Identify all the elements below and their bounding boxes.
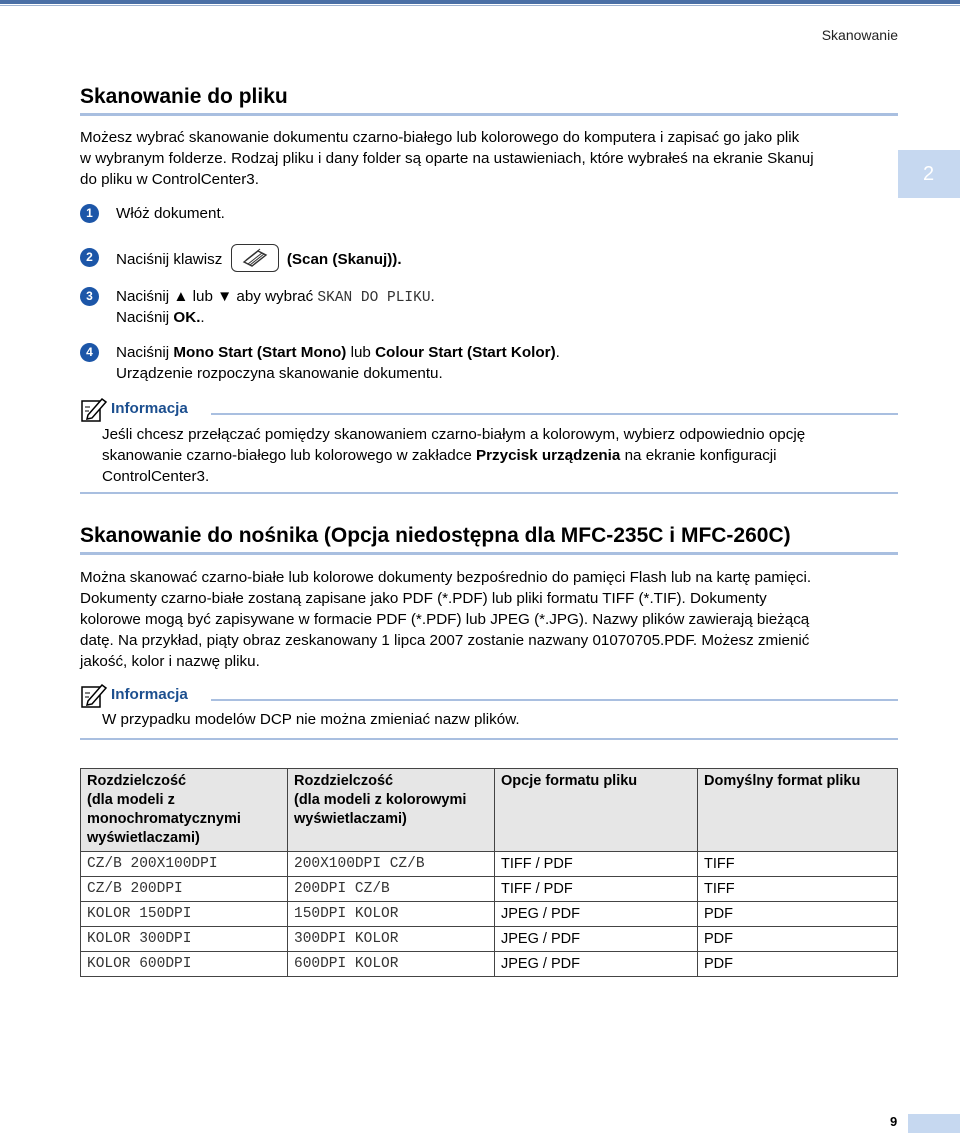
step-2-after: (Scan (Skanuj)).: [286, 251, 402, 269]
table-cell: 200X100DPI CZ/B: [288, 852, 495, 877]
media-line: jakość, kolor i nazwę pliku.: [80, 653, 260, 670]
note-bottom-rule: [80, 738, 898, 740]
table-cell: TIFF: [698, 852, 898, 877]
note-bottom-rule: [80, 492, 898, 494]
table-row: [81, 852, 898, 877]
note-line: Jeśli chcesz przełączać pomiędzy skanowaniem czarno-białym a kolorowym, wybierz odpowiednio opcję: [102, 426, 806, 443]
table-cell: TIFF / PDF: [495, 852, 698, 877]
table-cell: JPEG / PDF: [495, 952, 698, 977]
note-text: W przypadku modelów DCP nie można zmieniać nazw plików.: [102, 711, 520, 728]
table-cell: KOLOR 150DPI: [81, 902, 288, 927]
table-cell: KOLOR 300DPI: [81, 927, 288, 952]
intro-line: Możesz wybrać skanowanie dokumentu czarno-białego lub kolorowego do komputera i zapisać go jako plik: [80, 129, 800, 146]
table-cell: 300DPI KOLOR: [288, 927, 495, 952]
table-cell: 150DPI KOLOR: [288, 902, 495, 927]
step-2-text: [116, 246, 402, 274]
table-cell: 600DPI KOLOR: [288, 952, 495, 977]
table-cell: JPEG / PDF: [495, 927, 698, 952]
step-3-line2: Naciśnij OK..: [116, 309, 205, 326]
note-title: Informacja: [111, 400, 188, 417]
table-cell: CZ/B 200DPI: [81, 877, 288, 902]
chapter-tab: [898, 150, 960, 198]
media-line: Można skanować czarno-białe lub kolorowe dokumenty bezpośrednio do pamięci Flash lub na kartę pamięci.: [80, 569, 812, 586]
resolution-table: [80, 768, 898, 977]
intro-paragraph: [80, 127, 898, 190]
table-cell: JPEG / PDF: [495, 902, 698, 927]
mono-start-key-label: Mono Start (Start Mono): [173, 344, 347, 361]
page-number: 9: [890, 1114, 898, 1129]
step-3-instruction: Naciśnij ▲ lub ▼ aby wybrać: [116, 288, 318, 305]
note-pencil-icon: [80, 397, 108, 423]
scan-key-icon: [231, 244, 279, 272]
ok-key-label: OK.: [173, 309, 201, 326]
table-row: [81, 952, 898, 977]
media-line: Dokumenty czarno-białe zostaną zapisane jako PDF (*.PDF) lub pliki formatu TIFF (*.TIF). Dokumenty: [80, 590, 767, 607]
page-tab: [908, 1114, 960, 1133]
step-3-period: .: [430, 288, 435, 305]
table-row: [81, 877, 898, 902]
table-header-cell: Rozdzielczość (dla modeli z monochromatycznymi wyświetlaczami): [81, 769, 288, 852]
table-cell: PDF: [698, 927, 898, 952]
colour-start-key-label: Colour Start (Start Kolor): [375, 344, 556, 361]
note-header-rule: [211, 413, 898, 415]
table-cell: PDF: [698, 952, 898, 977]
table-cell: CZ/B 200X100DPI: [81, 852, 288, 877]
step-2-before: Naciśnij klawisz: [116, 251, 223, 269]
step-1-text: Włóż dokument.: [116, 205, 225, 222]
table-header-cell: Rozdzielczość (dla modeli z kolorowymi wyświetlaczami): [288, 769, 495, 852]
table-header-cell: Domyślny format pliku: [698, 769, 898, 852]
step-badge: 1: [80, 204, 99, 223]
top-bar: [0, 0, 960, 4]
table-cell: PDF: [698, 902, 898, 927]
running-header: Skanowanie: [821, 27, 898, 43]
section-title-scan-to-media: Skanowanie do nośnika (Opcja niedostępna dla MFC-235C i MFC-260C): [80, 524, 791, 547]
table-row: [81, 902, 898, 927]
media-line: kolorowe mogą być zapisywane w formacie PDF (*.PDF) lub JPEG (*.JPG). Nazwy plików zawierają bieżącą: [80, 611, 810, 628]
note-line: ControlCenter3.: [102, 468, 210, 485]
table-cell: 200DPI CZ/B: [288, 877, 495, 902]
note-header-rule: [211, 699, 898, 701]
note-line: skanowanie czarno-białego lub kolorowego w zakładce Przycisk urządzenia na ekranie konfiguracji: [102, 447, 777, 464]
lcd-option: SKAN DO PLIKU: [317, 290, 431, 306]
media-line: datę. Na przykład, piąty obraz zeskanowany 1 lipca 2007 zostanie nazwany 01070705.PDF. Możesz zmienić: [80, 632, 810, 649]
table-header-row: [81, 769, 898, 852]
table-cell: TIFF: [698, 877, 898, 902]
intro-line: w wybranym folderze. Rodzaj pliku i dany folder są oparte na ustawieniach, które wybrałeś na ekranie Skanuj: [80, 150, 814, 167]
step-3-line1: [116, 286, 435, 309]
section-title-rule: [80, 552, 898, 555]
note-emphasis: Przycisk urządzenia: [476, 447, 621, 464]
step-badge: 3: [80, 287, 99, 306]
table-cell: TIFF / PDF: [495, 877, 698, 902]
note-pencil-icon: [80, 683, 108, 709]
section-title-scan-to-file: Skanowanie do pliku: [80, 85, 288, 108]
table-cell: KOLOR 600DPI: [81, 952, 288, 977]
note-text: [102, 424, 898, 487]
top-bar-line: [0, 5, 960, 6]
note-title: Informacja: [111, 686, 188, 703]
table-header-cell: Opcje formatu pliku: [495, 769, 698, 852]
step-badge: 2: [80, 248, 99, 267]
table-row: [81, 927, 898, 952]
chapter-number: 2: [923, 163, 935, 185]
step-4-line1: Naciśnij Mono Start (Start Mono) lub Colour Start (Start Kolor).: [116, 344, 560, 361]
media-paragraph: [80, 567, 898, 672]
step-badge: 4: [80, 343, 99, 362]
section-title-rule: [80, 113, 898, 116]
step-4-line2: Urządzenie rozpoczyna skanowanie dokumentu.: [116, 365, 443, 382]
intro-line: do pliku w ControlCenter3.: [80, 171, 259, 188]
